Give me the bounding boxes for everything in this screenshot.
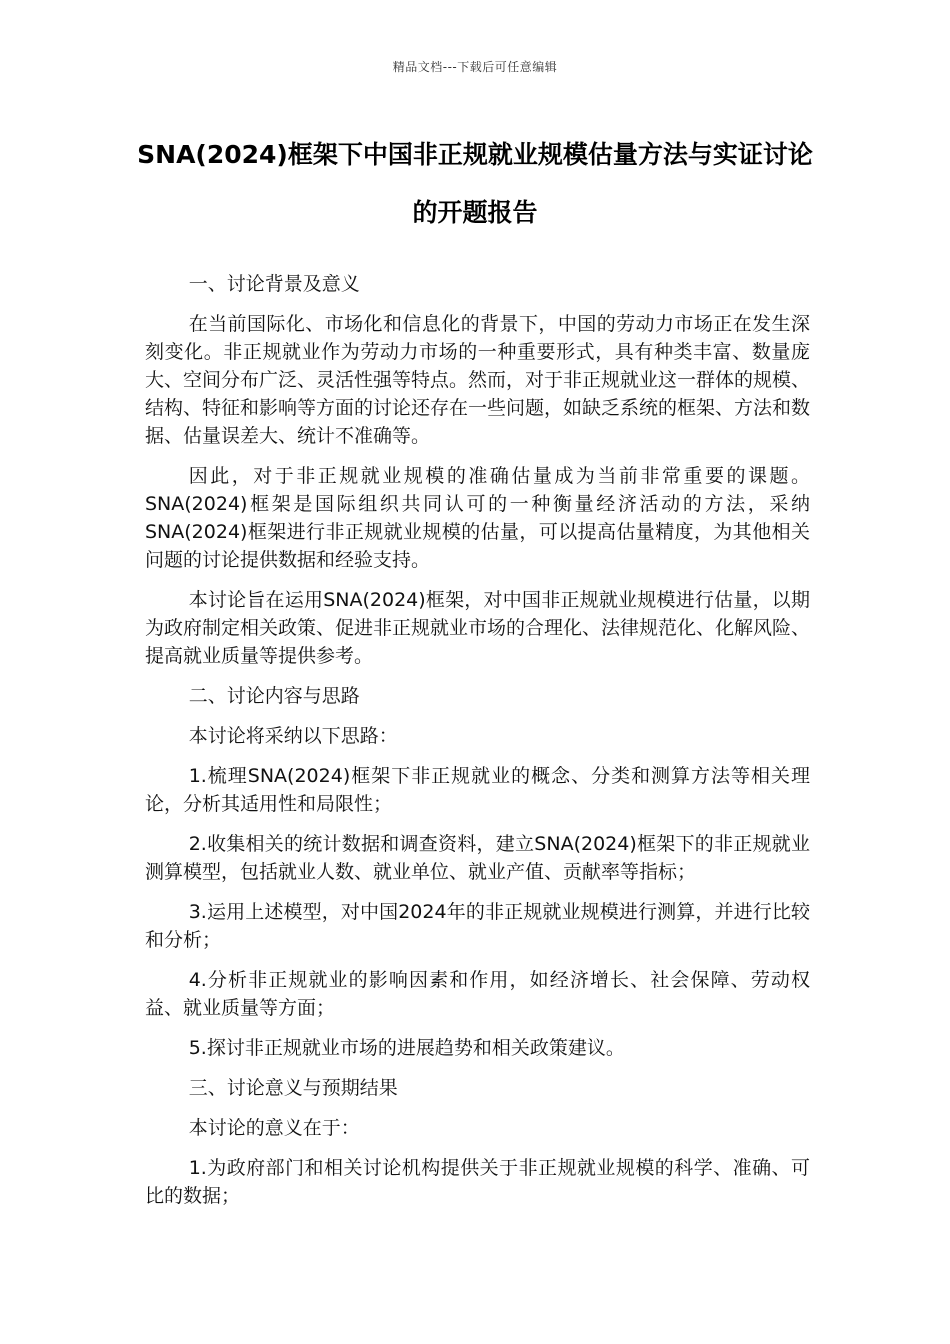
section-heading-background: 一、讨论背景及意义 — [188, 273, 360, 295]
list-item-approach-1: 1.梳理SNA(2024)框架下非正规就业的概念、分类和测算方法等相关理论，分析其适用性和局限性； — [145, 765, 810, 815]
document-title: SNA(2024)框架下中国非正规就业规模估量方法与实证讨论的开题报告 — [137, 140, 813, 227]
list-item-significance-1: 1.为政府部门和相关讨论机构提供关于非正规就业规模的科学、准确、可比的数据； — [145, 1157, 810, 1207]
list-item-approach-2: 2.收集相关的统计数据和调查资料，建立SNA(2024)框架下的非正规就业测算模型，包括就业人数、就业单位、就业产值、贡献率等指标； — [145, 833, 810, 883]
list-item-approach-4: 4.分析非正规就业的影响因素和作用，如经济增长、社会保障、劳动权益、就业质量等方面； — [145, 969, 810, 1019]
list-item-approach-5: 5.探讨非正规就业市场的进展趋势和相关政策建议。 — [188, 1037, 625, 1059]
paragraph-background-3: 本讨论旨在运用SNA(2024)框架，对中国非正规就业规模进行估量，以期为政府制定相关政策、促进非正规就业市场的合理化、法律规范化、化解风险、提高就业质量等提供参考。 — [145, 589, 811, 667]
paragraph-significance-intro: 本讨论的意义在于： — [188, 1117, 360, 1139]
section-heading-significance: 三、讨论意义与预期结果 — [188, 1077, 398, 1099]
document-body — [145, 270, 810, 1222]
header-note: 精品文档---下载后可任意编辑 — [392, 60, 558, 74]
paragraph-background-1: 在当前国际化、市场化和信息化的背景下，中国的劳动力市场正在发生深刻变化。非正规就业作为劳动力市场的一种重要形式，具有种类丰富、数量庞大、空间分布广泛、灵活性强等特点。然而，对于非正规就业这一群体的规模、结构、特征和影响等方面的讨论还存在一些问题，如缺乏系统的框架、方法和数据、估量误差大、统计不准确等。 — [145, 313, 811, 447]
section-heading-content: 二、讨论内容与思路 — [188, 685, 360, 707]
paragraph-approach-intro: 本讨论将采纳以下思路： — [188, 725, 398, 747]
paragraph-background-2: 因此，对于非正规就业规模的准确估量成为当前非常重要的课题。SNA(2024)框架是国际组织共同认可的一种衡量经济活动的方法，采纳SNA(2024)框架进行非正规就业规模的估量，可以提高估量精度，为其他相关问题的讨论提供数据和经验支持。 — [145, 465, 810, 571]
list-item-approach-3: 3.运用上述模型，对中国2024年的非正规就业规模进行测算，并进行比较和分析； — [145, 901, 810, 951]
